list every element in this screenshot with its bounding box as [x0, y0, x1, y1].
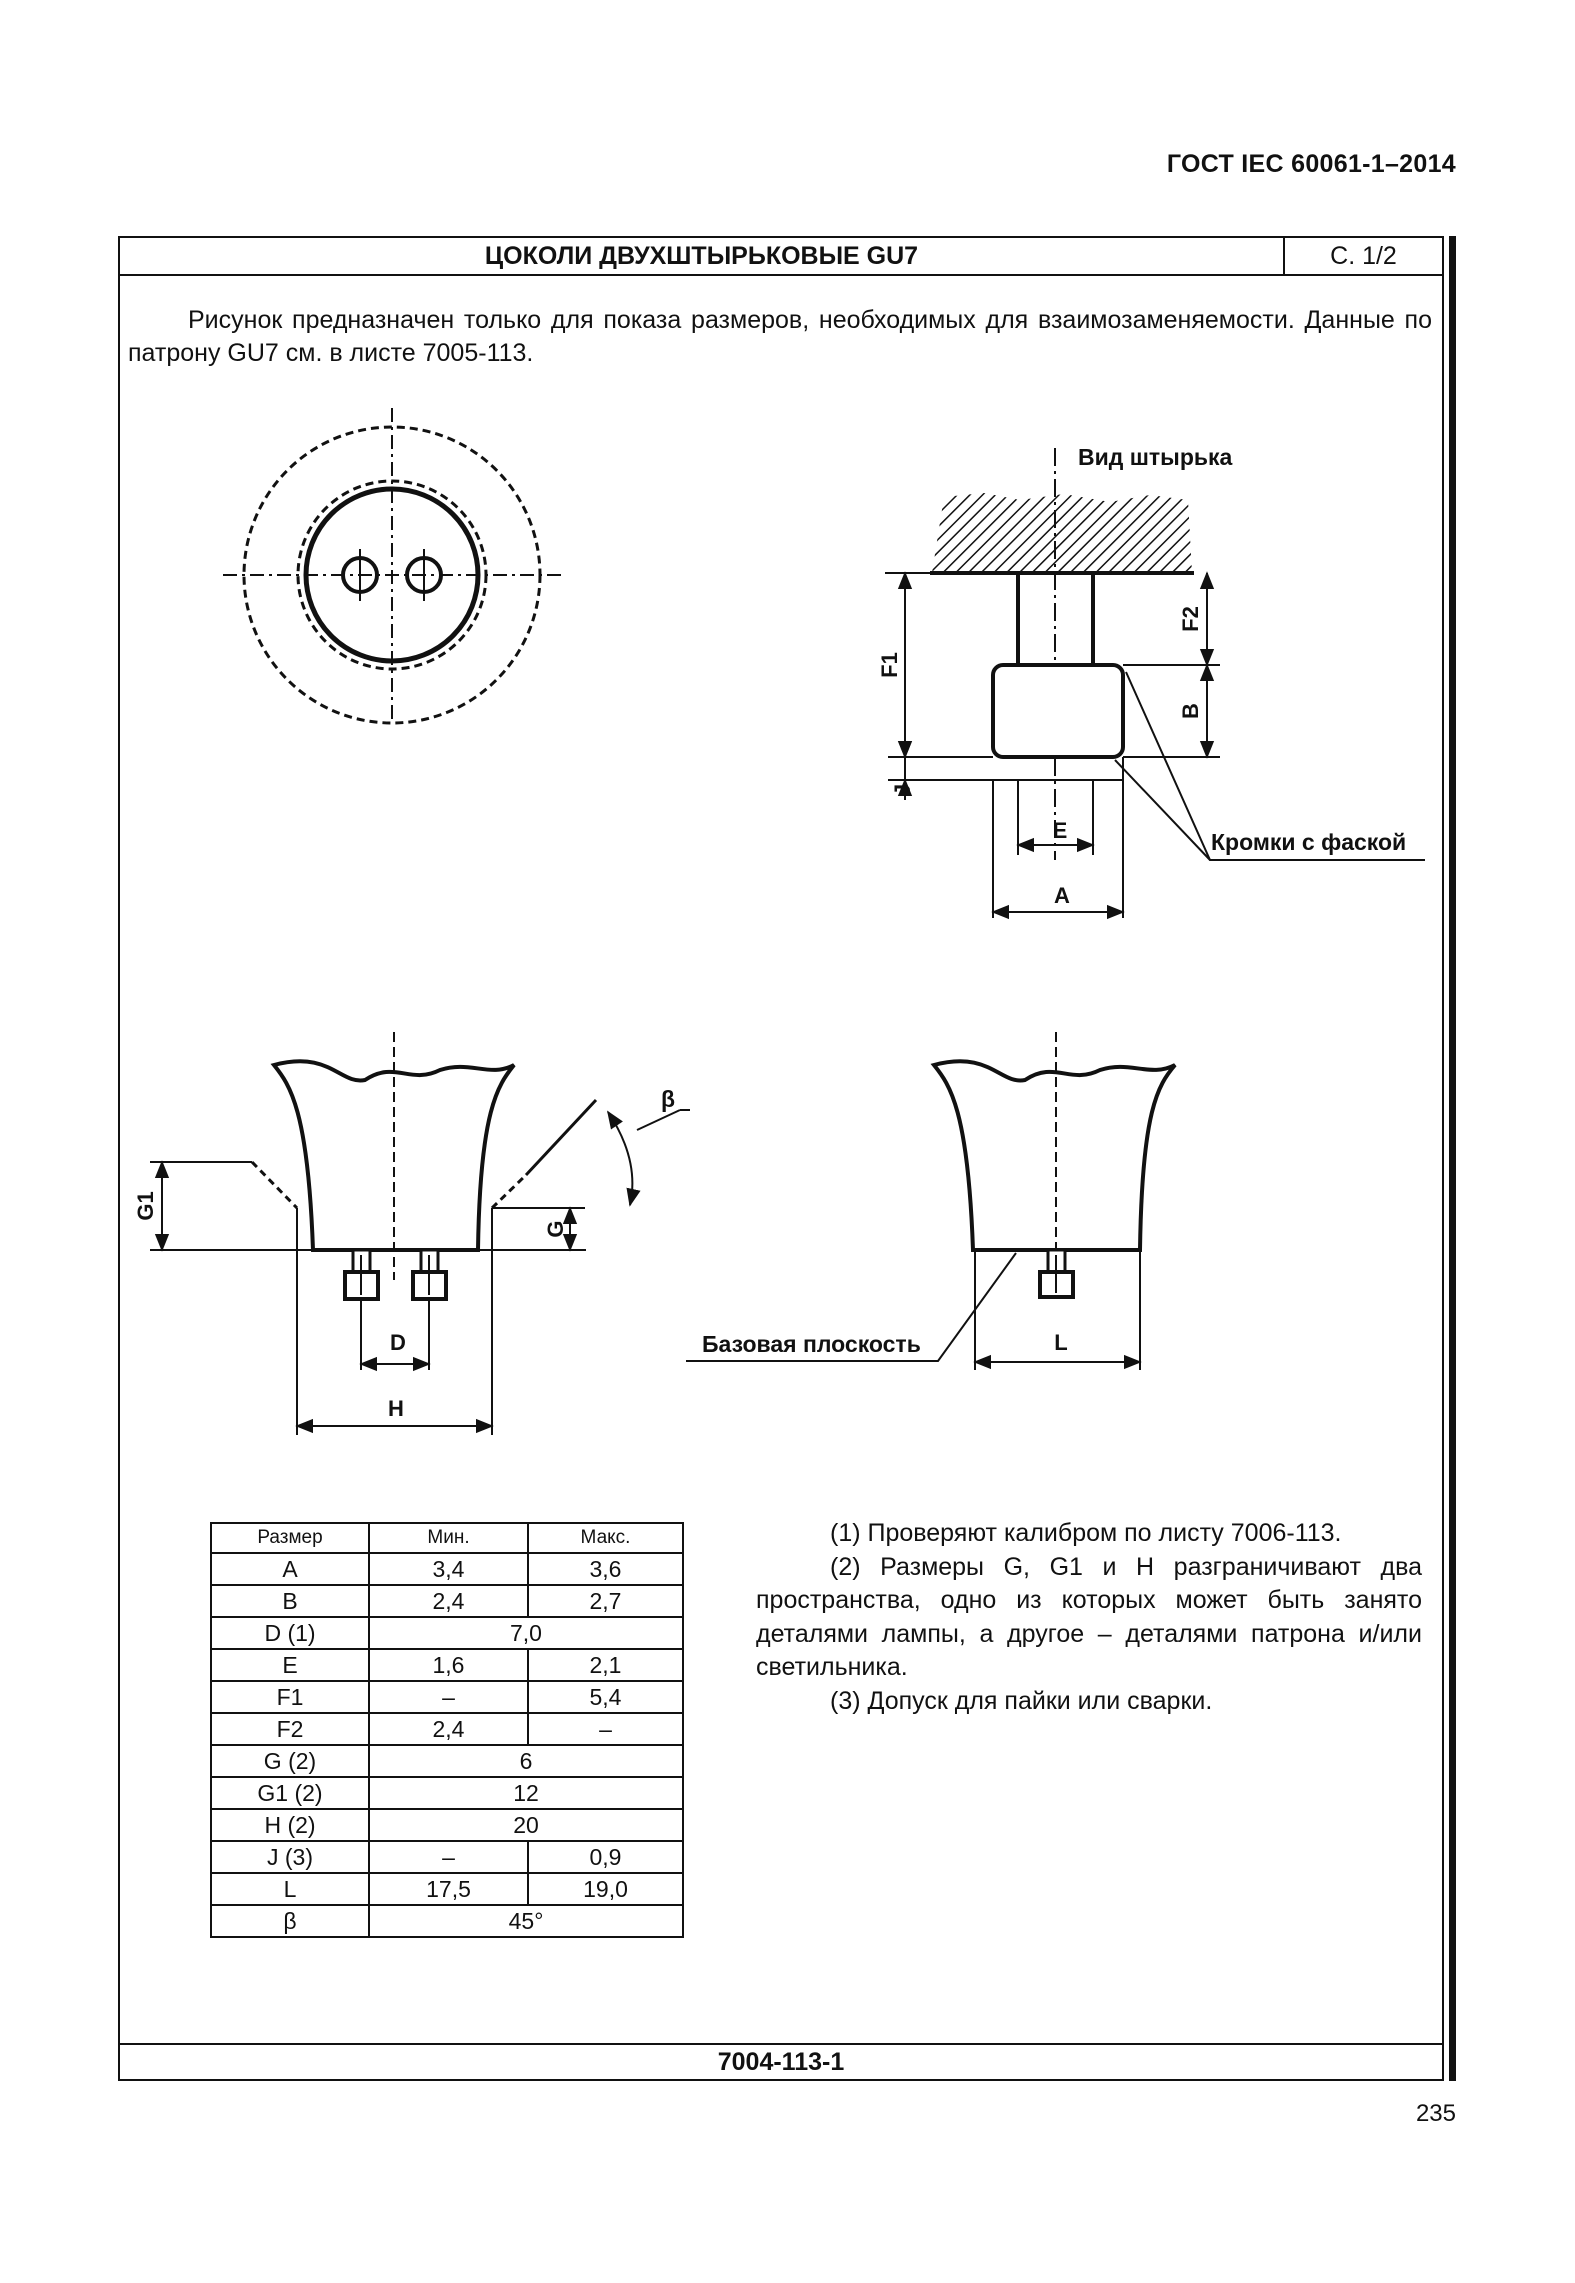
cell-max: 2,7	[528, 1585, 683, 1617]
table-row	[211, 1873, 683, 1905]
cell-max: –	[528, 1713, 683, 1745]
cell-size: A	[211, 1553, 369, 1585]
sheet-page: С. 1/2	[1330, 242, 1397, 270]
cell-max: 5,4	[528, 1681, 683, 1713]
cell-size: D (1)	[211, 1617, 369, 1649]
sheet-code: 7004-113-1	[120, 2043, 1442, 2079]
table-row	[211, 1681, 683, 1713]
page-number: 235	[1415, 2100, 1456, 2127]
dim-J: J	[890, 783, 915, 797]
pin-view-title: Вид штырька	[1078, 444, 1233, 470]
table-row	[211, 1841, 683, 1873]
cell-size: F2	[211, 1713, 369, 1745]
cell-max: 0,9	[528, 1841, 683, 1873]
sheet-title: ЦОКОЛИ ДВУХШТЫРЬКОВЫЕ GU7	[120, 238, 1285, 274]
cell-min: –	[369, 1841, 528, 1873]
lamp-side-view	[133, 1032, 690, 1435]
cell-min: –	[369, 1681, 528, 1713]
table-row	[211, 1809, 683, 1841]
dim-H: H	[388, 1396, 404, 1421]
cell-min: 2,4	[369, 1585, 528, 1617]
dim-A: A	[1054, 883, 1070, 908]
dim-B: B	[1178, 703, 1203, 719]
cell-max: 19,0	[528, 1873, 683, 1905]
dim-F2: F2	[1178, 606, 1203, 632]
cell-value: 45°	[369, 1905, 683, 1937]
cell-value: 12	[369, 1777, 683, 1809]
cell-size: β	[211, 1905, 369, 1937]
table-row	[211, 1585, 683, 1617]
cell-max: 3,6	[528, 1553, 683, 1585]
table-row	[211, 1745, 683, 1777]
table-row	[211, 1777, 683, 1809]
dim-beta: β	[660, 1086, 676, 1112]
cell-size: J (3)	[211, 1841, 369, 1873]
lamp-base-plane-view	[686, 1032, 1175, 1370]
table-row	[211, 1713, 683, 1745]
cell-size: G1 (2)	[211, 1777, 369, 1809]
dim-L: L	[1054, 1330, 1068, 1355]
cell-value: 20	[369, 1809, 683, 1841]
cell-min: 17,5	[369, 1873, 528, 1905]
cell-value: 7,0	[369, 1617, 683, 1649]
table-row	[211, 1649, 683, 1681]
cell-max: 2,1	[528, 1649, 683, 1681]
dimensions-table	[210, 1522, 684, 1938]
table-row	[211, 1905, 683, 1937]
cell-size: B	[211, 1585, 369, 1617]
cell-size: H (2)	[211, 1809, 369, 1841]
cell-size: F1	[211, 1681, 369, 1713]
dim-G1: G1	[133, 1191, 158, 1221]
pin-view	[877, 444, 1425, 918]
cell-value: 6	[369, 1745, 683, 1777]
col-header-min: Мин.	[369, 1523, 528, 1553]
notes	[756, 1517, 1422, 1718]
dim-G: G	[543, 1220, 568, 1238]
dim-D: D	[390, 1330, 406, 1355]
cell-size: L	[211, 1873, 369, 1905]
note-1: (1) Проверяют калибром по листу 7006-113.	[830, 1519, 1342, 1547]
cell-min: 1,6	[369, 1649, 528, 1681]
table-header-row	[211, 1523, 683, 1553]
note-2: (2) Размеры G, G1 и H разграничивают два пространства, одно из которых может быть занято деталями лампы, а другое – деталями патрона и/или светильника.	[756, 1552, 1422, 1681]
note-3: (3) Допуск для пайки или сварки.	[830, 1686, 1213, 1715]
intro-text: Рисунок предназначен только для показа размеров, необходимых для взаимозаменяемости. Данные по патрону GU7 см. в листе 7005-113.	[128, 306, 1432, 367]
dim-F1: F1	[877, 652, 902, 678]
standard-designation: ГОСТ IEC 60061-1–2014	[1166, 150, 1456, 178]
table-row	[211, 1553, 683, 1585]
dim-E: E	[1052, 818, 1068, 843]
cell-size: G (2)	[211, 1745, 369, 1777]
top-view	[223, 408, 562, 724]
chamfer-label: Кромки с фаской	[1211, 829, 1407, 855]
col-header-size: Размер	[211, 1523, 369, 1553]
cell-min: 3,4	[369, 1553, 528, 1585]
table-row	[211, 1617, 683, 1649]
col-header-max: Макс.	[528, 1523, 683, 1553]
cell-min: 2,4	[369, 1713, 528, 1745]
cell-size: E	[211, 1649, 369, 1681]
base-plane-label: Базовая плоскость	[702, 1331, 921, 1357]
